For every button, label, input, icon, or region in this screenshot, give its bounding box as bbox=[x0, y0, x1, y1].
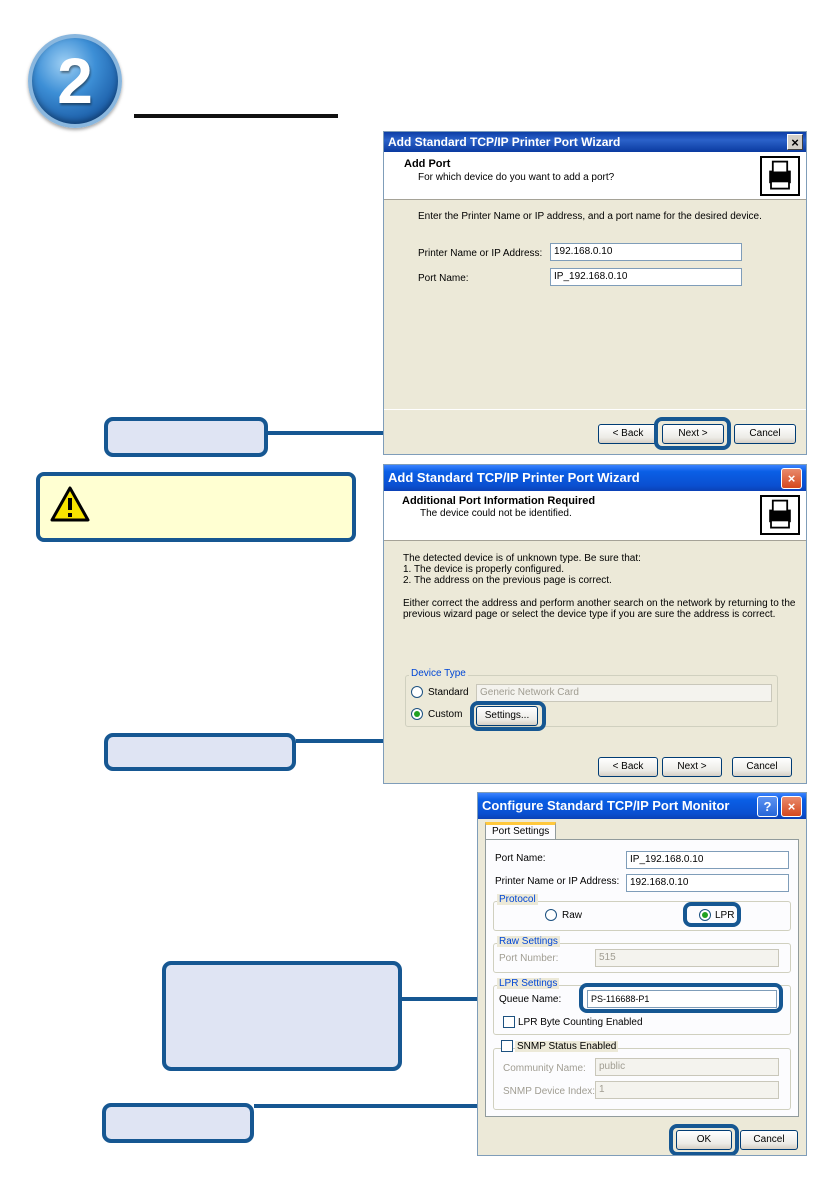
community-name-label: Community Name: bbox=[503, 1063, 586, 1074]
lpr-radio-highlight bbox=[683, 902, 741, 927]
printer-wizard-icon bbox=[760, 156, 800, 196]
back-button[interactable]: < Back bbox=[598, 757, 658, 777]
cancel-button[interactable]: Cancel bbox=[734, 424, 796, 444]
wizard2-body-line: The detected device is of unknown type. Be sure that: bbox=[403, 553, 641, 564]
title-underline bbox=[134, 114, 338, 118]
wizard2-body-line: 2. The address on the previous page is correct. bbox=[403, 575, 612, 586]
wizard2-title-bar bbox=[384, 465, 806, 491]
standard-radio[interactable] bbox=[411, 686, 423, 698]
ok-button[interactable]: OK bbox=[676, 1130, 732, 1150]
snmp-device-index-label: SNMP Device Index: bbox=[503, 1086, 596, 1097]
warning-icon bbox=[50, 486, 90, 522]
settings-button[interactable]: Settings... bbox=[476, 706, 538, 726]
community-name-input[interactable]: public bbox=[595, 1058, 779, 1076]
ok-button-highlight bbox=[669, 1124, 739, 1156]
snmp-device-index-input[interactable]: 1 bbox=[595, 1081, 779, 1099]
monitor-printer-name-label: Printer Name or IP Address: bbox=[495, 876, 620, 887]
close-icon[interactable]: × bbox=[787, 134, 803, 150]
custom-label: Custom bbox=[428, 709, 463, 720]
wizard2-header-subtitle: The device could not be identified. bbox=[420, 508, 572, 519]
port-monitor-dialog bbox=[477, 792, 807, 1156]
close-icon[interactable]: × bbox=[781, 796, 802, 817]
queue-name-input[interactable]: PS-116688-P1 bbox=[587, 990, 777, 1008]
wizard2-body-para2: Either correct the address and perform another search on the network by returning to the bbox=[403, 598, 796, 609]
wizard1-header-subtitle: For which device do you want to add a port? bbox=[418, 172, 615, 183]
protocol-group bbox=[493, 901, 791, 931]
additional-port-info-window bbox=[383, 464, 807, 784]
monitor-port-name-label: Port Name: bbox=[495, 853, 546, 864]
monitor-title: Configure Standard TCP/IP Port Monitor bbox=[482, 798, 730, 813]
wizard2-body-line: 1. The device is properly configured. bbox=[403, 564, 565, 575]
raw-settings-label: Raw Settings bbox=[499, 936, 558, 947]
wizard1-title: Add Standard TCP/IP Printer Port Wizard bbox=[388, 135, 621, 149]
custom-radio[interactable] bbox=[411, 708, 423, 720]
device-type-select[interactable]: Generic Network Card bbox=[476, 684, 772, 702]
queue-name-label: Queue Name: bbox=[499, 994, 562, 1005]
lpr-label: LPR bbox=[715, 910, 735, 921]
monitor-title-bar bbox=[478, 793, 806, 819]
wizard2-header bbox=[384, 491, 806, 541]
standard-label: Standard bbox=[428, 687, 469, 698]
back-button[interactable]: < Back bbox=[598, 424, 658, 444]
next-button-highlight bbox=[654, 417, 731, 450]
snmp-status-label: SNMP Status Enabled bbox=[517, 1041, 617, 1052]
raw-radio[interactable] bbox=[545, 909, 557, 921]
raw-label: Raw bbox=[562, 910, 583, 921]
lpr-settings-label: LPR Settings bbox=[499, 978, 558, 989]
wizard1-header-title: Add Port bbox=[404, 158, 451, 170]
printer-name-label: Printer Name or IP Address: bbox=[418, 248, 543, 259]
queue-name-highlight bbox=[579, 983, 783, 1013]
monitor-printer-name-input[interactable]: 192.168.0.10 bbox=[626, 874, 789, 892]
wizard1-footer-separator bbox=[384, 409, 806, 410]
port-number-label: Port Number: bbox=[499, 953, 559, 964]
port-name-input[interactable]: IP_192.168.0.10 bbox=[550, 268, 742, 286]
snmp-status-checkbox[interactable] bbox=[501, 1040, 513, 1052]
tab-port-settings[interactable]: Port Settings bbox=[485, 822, 556, 840]
protocol-label: Protocol bbox=[499, 894, 536, 905]
cancel-button[interactable]: Cancel bbox=[732, 757, 792, 777]
add-port-wizard-window bbox=[383, 131, 807, 455]
step-number-badge: 2 bbox=[28, 34, 122, 128]
lpr-byte-counting-label: LPR Byte Counting Enabled bbox=[518, 1017, 643, 1028]
wizard2-body-para2: previous wizard page or select the device type if you are sure the address is correct. bbox=[403, 609, 776, 620]
wizard2-title: Add Standard TCP/IP Printer Port Wizard bbox=[388, 470, 640, 485]
wizard1-title-bar bbox=[384, 132, 806, 152]
close-icon[interactable]: × bbox=[781, 468, 802, 489]
wizard1-instruction: Enter the Printer Name or IP address, and a port name for the desired device. bbox=[418, 211, 762, 222]
callout-box-next bbox=[104, 417, 268, 457]
printer-name-input[interactable]: 192.168.0.10 bbox=[550, 243, 742, 261]
monitor-port-name-input[interactable]: IP_192.168.0.10 bbox=[626, 851, 789, 869]
warning-note-box bbox=[36, 472, 356, 542]
next-button[interactable]: Next > bbox=[662, 424, 724, 444]
settings-button-highlight bbox=[470, 701, 546, 731]
device-type-label: Device Type bbox=[411, 668, 466, 679]
help-icon[interactable]: ? bbox=[757, 796, 778, 817]
callout-box-ok bbox=[102, 1103, 254, 1143]
port-name-label: Port Name: bbox=[418, 273, 469, 284]
next-button[interactable]: Next > bbox=[662, 757, 722, 777]
wizard1-header bbox=[384, 152, 806, 200]
wizard2-header-title: Additional Port Information Required bbox=[402, 495, 596, 507]
lpr-byte-counting-checkbox[interactable] bbox=[503, 1016, 515, 1028]
callout-box-settings bbox=[104, 733, 296, 771]
cancel-button[interactable]: Cancel bbox=[740, 1130, 798, 1150]
port-number-input[interactable]: 515 bbox=[595, 949, 779, 967]
callout-box-queue-name bbox=[162, 961, 402, 1071]
printer-wizard-icon bbox=[760, 495, 800, 535]
